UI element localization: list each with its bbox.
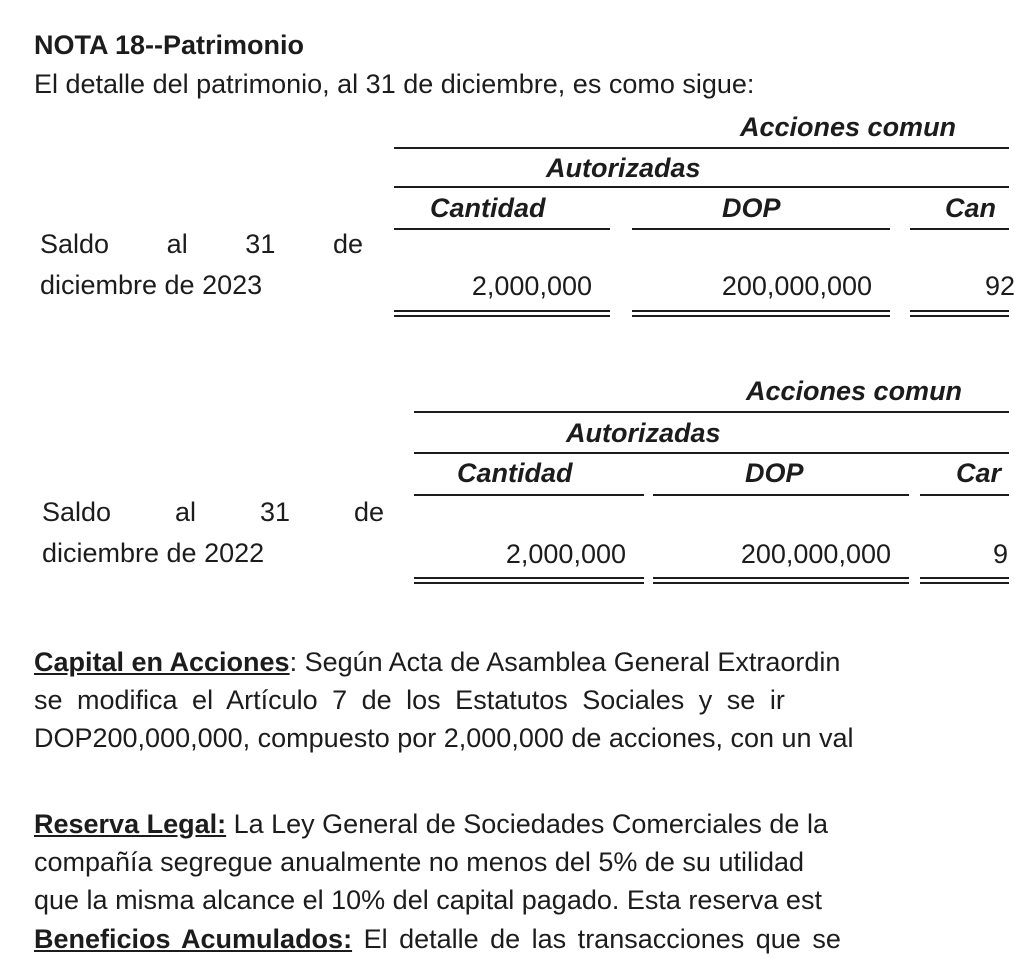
col-rule-dop [632, 228, 890, 230]
row-label-line2: diciembre de 2022 [42, 538, 265, 568]
sub-header: Autorizadas [566, 418, 721, 448]
group-header-rule [394, 147, 1009, 149]
reserva-line1: La Ley General de Sociedades Comerciales de la [226, 809, 828, 839]
row-label-word: de [332, 229, 363, 259]
beneficios-heading: Beneficios Acumulados: [34, 924, 353, 954]
col-rule-third [920, 494, 1009, 496]
reserva-line2: compañía segregue anualmente no menos del 5% de su utilidad [34, 847, 805, 877]
cell-third: 92 [985, 271, 1015, 301]
capital-heading: Capital en Acciones [34, 647, 290, 677]
total-rule-cantidad [394, 310, 610, 317]
row-label-word: 31 [245, 229, 276, 259]
row-label-word: al [175, 497, 197, 527]
note-title: NOTA 18--Patrimonio [34, 30, 305, 60]
col-header-cantidad: Cantidad [430, 193, 546, 223]
sub-header-rule [394, 186, 1009, 188]
row-label-word: 31 [259, 497, 290, 527]
capital-line2: se modifica el Artículo 7 de los Estatutos Sociales y se ir [34, 685, 785, 715]
col-header-dop: DOP [745, 458, 804, 488]
total-rule-third [910, 310, 1009, 317]
col-rule-third [910, 228, 1009, 230]
row-label-word: Saldo [40, 229, 110, 259]
total-rule-third [920, 577, 1009, 584]
col-header-third: Car [956, 458, 1002, 488]
total-rule-dop [632, 310, 890, 317]
col-rule-dop [653, 494, 909, 496]
row-label-word: Saldo [42, 497, 112, 527]
sub-header-rule [414, 452, 1009, 454]
cell-third: 9 [993, 539, 1009, 569]
row-label [42, 492, 384, 574]
note-intro: El detalle del patrimonio, al 31 de diciembre, es como sigue: [34, 69, 755, 99]
total-rule-dop [653, 577, 909, 584]
beneficios-line1: El detalle de las transacciones que se [352, 924, 841, 954]
col-header-dop: DOP [722, 193, 781, 223]
cell-cantidad: 2,000,000 [471, 271, 592, 301]
capital-line3: DOP200,000,000, compuesto por 2,000,000 de acciones, con un val [34, 723, 854, 753]
row-label [40, 224, 363, 306]
cell-dop: 200,000,000 [740, 539, 891, 569]
total-rule-cantidad [414, 577, 644, 584]
capital-line1: : Según Acta de Asamblea General Extraordin [289, 647, 841, 677]
sub-header: Autorizadas [546, 153, 701, 183]
group-header-rule [414, 411, 1009, 413]
paragraph-beneficios [34, 920, 841, 958]
reserva-heading: Reserva Legal: [34, 809, 227, 839]
col-rule-cantidad [414, 494, 644, 496]
group-header: Acciones comun [740, 112, 957, 142]
col-rule-cantidad [394, 228, 610, 230]
reserva-line3: que la misma alcance el 10% del capital pagado. Esta reserva est [34, 885, 822, 915]
paragraph-capital [34, 643, 854, 757]
group-header: Acciones comun [746, 376, 963, 406]
row-label-line2: diciembre de 2023 [40, 270, 263, 300]
col-header-third: Can [945, 193, 997, 223]
paragraph-reserva [34, 805, 828, 919]
cell-dop: 200,000,000 [721, 271, 872, 301]
row-label-word: al [166, 229, 188, 259]
row-label-word: de [353, 497, 384, 527]
col-header-cantidad: Cantidad [457, 458, 573, 488]
cell-cantidad: 2,000,000 [505, 539, 626, 569]
